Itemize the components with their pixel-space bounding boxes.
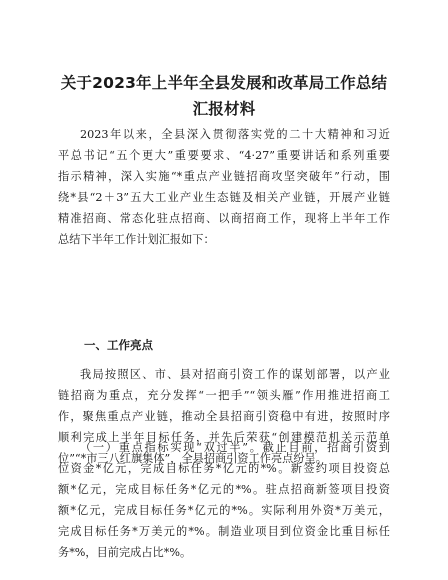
indicators-paragraph	[58, 437, 390, 563]
text-line: 指示精神，深入实施“*重点产业链招商攻坚突破年”行动，围	[58, 170, 390, 183]
text-line: 作，聚焦重点产业链，推动全县招商引资稳中有进，按照时序	[58, 410, 390, 423]
title-line-1: 关于2023年上半年全县发展和改革局工作总结	[60, 74, 388, 92]
text-line: 总结下半年工作计划汇报如下：	[58, 233, 215, 246]
intro-paragraph	[58, 124, 390, 250]
text-line: 额*亿元，完成目标任务*亿元的*%。驻点招商新签项目投资	[58, 483, 390, 496]
document-title	[56, 70, 392, 122]
text-line: 2023年以来，全县深入贯彻落实党的二十大精神和习近	[80, 128, 390, 141]
text-line: 位”“*市三八红旗集体”，全县招商引资工作亮点纷呈。	[58, 452, 327, 465]
text-line: 绕*县“2＋3”五大工业产业生态链及相关产业链，开展产业链	[58, 191, 390, 204]
text-line: 链招商为重点，充分发挥“一把手”“领头雁”作用推进招商工	[58, 389, 390, 402]
title-line-2: 汇报材料	[192, 100, 256, 118]
text-line: 务*%，目前完成占比*%。	[58, 546, 192, 559]
text-line: 位资金*亿元，完成目标任务*亿元的*%。新签约项目投资总	[58, 462, 390, 475]
section-heading: 一、工作亮点	[84, 338, 153, 352]
text-line: 顺利完成上半年目标任务，并先后荣获“创建模范机关示范单	[58, 431, 390, 444]
text-line: 完成目标任务*万美元的*%。制造业项目到位资金比重目标任	[58, 525, 390, 538]
text-line: 精准招商、常态化驻点招商、以商招商工作，现将上半年工作	[58, 212, 390, 225]
text-line: 额*亿元，完成目标任务*亿元的*%。实际利用外资*万美元，	[58, 504, 390, 517]
text-line: （一）重点指标实现“双过半”。截止目前，招商引资到	[80, 441, 390, 454]
text-line: 平总书记“五个更大”重要要求、“4·27”重要讲话和系列重要	[58, 149, 390, 162]
text-line: 我局按照区、市、县对招商引资工作的谋划部署，以产业	[80, 368, 390, 381]
